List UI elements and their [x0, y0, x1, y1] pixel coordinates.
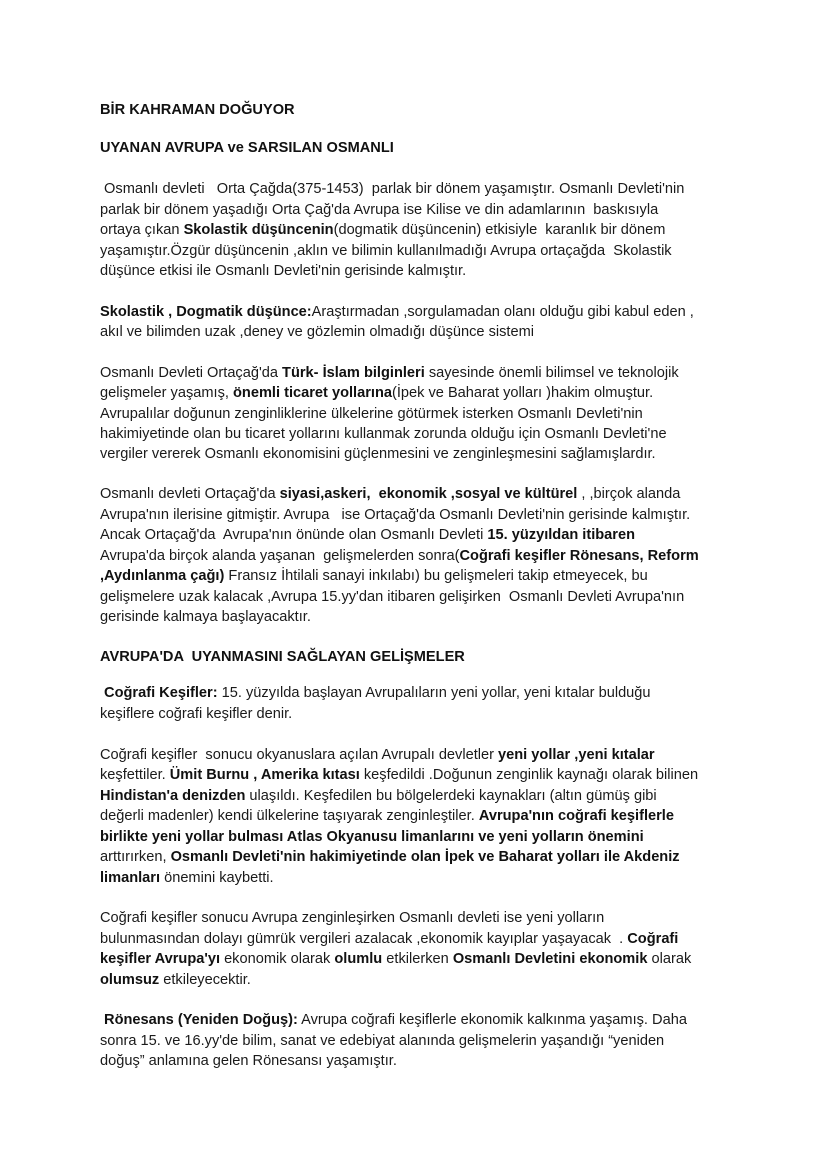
text-line	[100, 828, 644, 846]
bold-text: Rönesans (Yeniden Doğuş):	[100, 1012, 298, 1028]
text-run: parlak bir dönem yaşadığı Orta Çağ'da Avrupa ise Kilise ve din adamlarının baskısıyla	[100, 202, 659, 218]
text-run: ulaşıldı. Keşfedilen bu bölgelerdeki kaynakları (altın gümüş gibi	[245, 788, 657, 804]
text-line	[100, 384, 653, 402]
text-line	[100, 526, 635, 544]
text-run: ortaya çıkan	[100, 222, 184, 238]
text-run: Coğrafi keşifler sonucu Avrupa zenginleşirken Osmanlı devleti ise yeni yolların	[100, 910, 605, 926]
bold-text: Hindistan'a denizden	[100, 788, 246, 804]
bold-text: BİR KAHRAMAN DOĞUYOR	[100, 102, 295, 118]
text-run: hakimiyetinde olan bu ticaret yollarını kullanmak zorunda olduğu için Osmanlı Devleti'ne	[100, 426, 667, 442]
text-line	[100, 323, 534, 341]
text-run: keşiflere coğrafi keşifler denir.	[100, 706, 293, 722]
text-run: bulunmasından dolayı gümrük vergileri azalacak ,ekonomik kayıplar yaşayacak .	[100, 931, 628, 947]
text-line	[100, 869, 274, 887]
text-line	[100, 567, 648, 585]
text-line	[100, 364, 679, 382]
text-line	[100, 547, 699, 565]
text-run: düşünce etkisi ile Osmanlı Devleti'nin gerisinde kalmıştır.	[100, 263, 467, 279]
text-line	[100, 1011, 687, 1029]
bold-text: Ümit Burnu , Amerika kıtası	[169, 767, 360, 783]
heading	[100, 648, 465, 666]
text-line	[100, 608, 311, 626]
bold-text: AVRUPA'DA UYANMASINI SAĞLAYAN GELİŞMELER	[100, 649, 465, 665]
text-run: , ,birçok alanda	[577, 486, 681, 502]
text-line	[100, 242, 672, 260]
text-line	[100, 930, 678, 948]
text-line	[100, 848, 680, 866]
text-run: Osmanlı devleti Ortaçağ'da	[100, 486, 280, 502]
text-run: Avrupa'nın ilerisine gitmiştir. Avrupa ise Ortaçağ'da Osmanlı Devleti'nin gerisinde kalmıştır.	[100, 507, 691, 523]
bold-text: UYANAN AVRUPA ve SARSILAN OSMANLI	[100, 140, 394, 156]
text-run: gelişmelere uzak kalacak ,Avrupa 15.yy'dan itibaren gelişirken Osmanlı Devleti Avrupa'nın	[100, 589, 685, 605]
text-line	[100, 684, 651, 702]
bold-text: limanları	[100, 870, 161, 886]
text-run: Avrupalılar doğunun zenginliklerine ülkelerine götürmek isterken Osmanlı Devleti'nin	[100, 406, 643, 422]
text-line	[100, 787, 657, 805]
bold-text: Coğrafi Keşifler:	[100, 685, 218, 701]
text-run: Araştırmadan ,sorgulamadan olanı olduğu gibi kabul eden ,	[311, 304, 694, 320]
text-run: (dogmatik düşüncenin) etkisiyle karanlık bir dönem	[333, 222, 666, 238]
text-run: arttırırken,	[100, 849, 171, 865]
text-run: keşfettiler.	[100, 767, 170, 783]
text-line	[100, 746, 655, 764]
text-run: değerli madenler) kendi ülkelerine taşıyarak zenginleştiler.	[100, 808, 479, 824]
text-run: Avrupa'da birçok alanda yaşanan gelişmelerden sonra(	[100, 548, 460, 564]
text-run: yaşamıştır.Özgür düşüncenin ,aklın ve bilimin kullanılmadığı Avrupa ortaçağda Skolastik	[100, 243, 672, 259]
bold-text: önemli ticaret yollarına	[233, 385, 392, 401]
text-run: Fransız İhtilali sanayi inkılabı) bu gelişmeleri takip etmeyecek, bu	[224, 568, 648, 584]
bold-text: Avrupa'nın coğrafi keşiflerle	[478, 808, 674, 824]
text-line	[100, 303, 694, 321]
bold-text: Türk- İslam bilginleri	[282, 365, 425, 381]
text-run: etkileyecektir.	[159, 972, 251, 988]
text-run: Osmanlı devleti Orta Çağda(375-1453) parlak bir dönem yaşamıştır. Osmanlı Devleti'nin	[100, 181, 685, 197]
text-line	[100, 766, 698, 784]
text-run: olarak	[647, 951, 692, 967]
bold-text: Skolastik düşüncenin	[183, 222, 334, 238]
text-run: Coğrafi keşifler sonucu okyanuslara açılan Avrupalı devletler	[100, 747, 499, 763]
text-line	[100, 201, 658, 219]
bold-text: siyasi,askeri, ekonomik ,sosyal ve kültürel	[279, 486, 578, 502]
bold-text: Skolastik , Dogmatik düşünce:	[100, 304, 312, 320]
text-run: keşfedildi .Doğunun zenginlik kaynağı olarak bilinen	[359, 767, 699, 783]
text-line	[100, 425, 667, 443]
text-line	[100, 950, 691, 968]
text-run: önemini kaybetti.	[160, 870, 274, 886]
bold-text: keşifler Avrupa'yı	[100, 951, 221, 967]
text-line	[100, 405, 643, 423]
bold-text: Osmanlı Devletini ekonomik	[452, 951, 648, 967]
text-run: Osmanlı Devleti Ortaçağ'da	[100, 365, 283, 381]
text-line	[100, 221, 665, 239]
text-line	[100, 180, 684, 198]
text-line	[100, 506, 690, 524]
text-run: (İpek ve Baharat yolları )hakim olmuştur.	[391, 385, 654, 401]
text-run: Avrupa coğrafi keşiflerle ekonomik kalkınma yaşamış. Daha	[297, 1012, 687, 1028]
text-line	[100, 1052, 397, 1070]
text-run: Ancak Ortaçağ'da Avrupa'nın önünde olan Osmanlı Devleti	[100, 527, 488, 543]
text-line	[100, 909, 604, 927]
heading	[100, 139, 394, 157]
text-line	[100, 1032, 664, 1050]
text-run: doğuş” anlamına gelen Rönesansı yaşamıştır.	[100, 1053, 397, 1069]
bold-text: olumsuz	[100, 972, 160, 988]
text-run: etkilerken	[382, 951, 453, 967]
text-run: gerisinde kalmaya başlayacaktır.	[100, 609, 311, 625]
bold-text: ,Aydınlanma çağı)	[100, 568, 225, 584]
text-run: sayesinde önemli bilimsel ve teknolojik	[424, 365, 679, 381]
text-run: vergiler vererek Osmanlı ekonomisini güçlenmesini ve zenginleşmesini sağlamışlardır.	[100, 446, 656, 462]
bold-text: birlikte yeni yollar bulması Atlas Okyanusu limanlarını ve yeni yolların önemini	[100, 829, 644, 845]
text-line	[100, 705, 292, 723]
bold-text: yeni yollar ,yeni kıtalar	[498, 747, 655, 763]
text-run: sonra 15. ve 16.yy'de bilim, sanat ve edebiyat alanında gelişmelerin yaşandığı “yeniden	[100, 1033, 665, 1049]
text-line	[100, 807, 674, 825]
text-line	[100, 262, 466, 280]
text-line	[100, 971, 251, 989]
text-line	[100, 588, 684, 606]
text-line	[100, 485, 680, 503]
bold-text: Coğrafi	[627, 931, 679, 947]
text-run: 15. yüzyılda başlayan Avrupalıların yeni yollar, yeni kıtalar bulduğu	[217, 685, 651, 701]
heading	[100, 101, 295, 119]
text-run: ekonomik olarak	[220, 951, 335, 967]
bold-text: Osmanlı Devleti'nin hakimiyetinde olan İpek ve Baharat yolları ile Akdeniz	[170, 849, 680, 865]
text-line	[100, 445, 656, 463]
text-run: akıl ve bilimden uzak ,deney ve gözlemin olmadığı düşünce sistemi	[100, 324, 534, 340]
bold-text: Coğrafi keşifler Rönesans, Reform	[459, 548, 699, 564]
text-run: gelişmeler yaşamış,	[100, 385, 234, 401]
bold-text: olumlu	[334, 951, 383, 967]
bold-text: 15. yüzyıldan itibaren	[487, 527, 636, 543]
